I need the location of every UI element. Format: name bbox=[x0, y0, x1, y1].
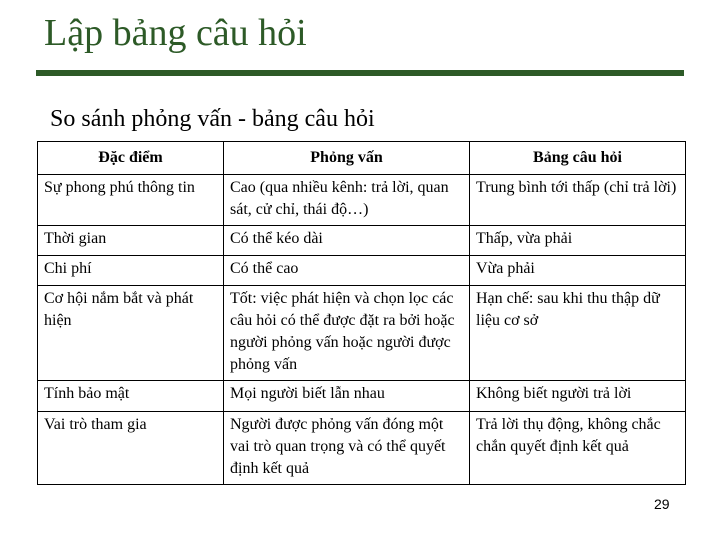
table-row bbox=[38, 381, 686, 412]
table-row bbox=[38, 412, 686, 485]
header-interview: Phỏng vấn bbox=[224, 142, 470, 175]
table-row bbox=[38, 256, 686, 286]
table-row bbox=[38, 286, 686, 381]
cell-questionnaire: Hạn chế: sau khi thu thập dữ liệu cơ sở bbox=[470, 286, 686, 381]
cell-questionnaire: Trung bình tới thấp (chỉ trả lời) bbox=[470, 175, 686, 226]
cell-characteristic: Sự phong phú thông tin bbox=[38, 175, 224, 226]
page-number: 29 bbox=[654, 496, 670, 512]
cell-characteristic: Thời gian bbox=[38, 226, 224, 256]
header-characteristic: Đặc điểm bbox=[38, 142, 224, 175]
slide-title: Lập bảng câu hỏi bbox=[44, 12, 307, 54]
slide-subtitle: So sánh phỏng vấn - bảng câu hỏi bbox=[50, 106, 375, 132]
table-header-row bbox=[38, 142, 686, 175]
table-row bbox=[38, 175, 686, 226]
title-divider bbox=[36, 70, 684, 76]
cell-characteristic: Chi phí bbox=[38, 256, 224, 286]
cell-interview: Cao (qua nhiều kênh: trả lời, quan sát, cử chỉ, thái độ…) bbox=[224, 175, 470, 226]
table-row bbox=[38, 226, 686, 256]
cell-characteristic: Cơ hội nắm bắt và phát hiện bbox=[38, 286, 224, 381]
cell-interview: Tốt: việc phát hiện và chọn lọc các câu hỏi có thể được đặt ra bởi hoặc người phỏng vấn hoặc người được phỏng vấn bbox=[224, 286, 470, 381]
cell-interview: Có thể cao bbox=[224, 256, 470, 286]
cell-questionnaire: Thấp, vừa phải bbox=[470, 226, 686, 256]
cell-questionnaire: Trả lời thụ động, không chắc chắn quyết định kết quả bbox=[470, 412, 686, 485]
cell-interview: Có thể kéo dài bbox=[224, 226, 470, 256]
cell-characteristic: Vai trò tham gia bbox=[38, 412, 224, 485]
cell-interview: Mọi người biết lẫn nhau bbox=[224, 381, 470, 412]
cell-questionnaire: Vừa phải bbox=[470, 256, 686, 286]
cell-interview: Người được phỏng vấn đóng một vai trò quan trọng và có thể quyết định kết quả bbox=[224, 412, 470, 485]
header-questionnaire: Bảng câu hỏi bbox=[470, 142, 686, 175]
comparison-table bbox=[37, 141, 686, 485]
cell-questionnaire: Không biết người trả lời bbox=[470, 381, 686, 412]
cell-characteristic: Tính bảo mật bbox=[38, 381, 224, 412]
